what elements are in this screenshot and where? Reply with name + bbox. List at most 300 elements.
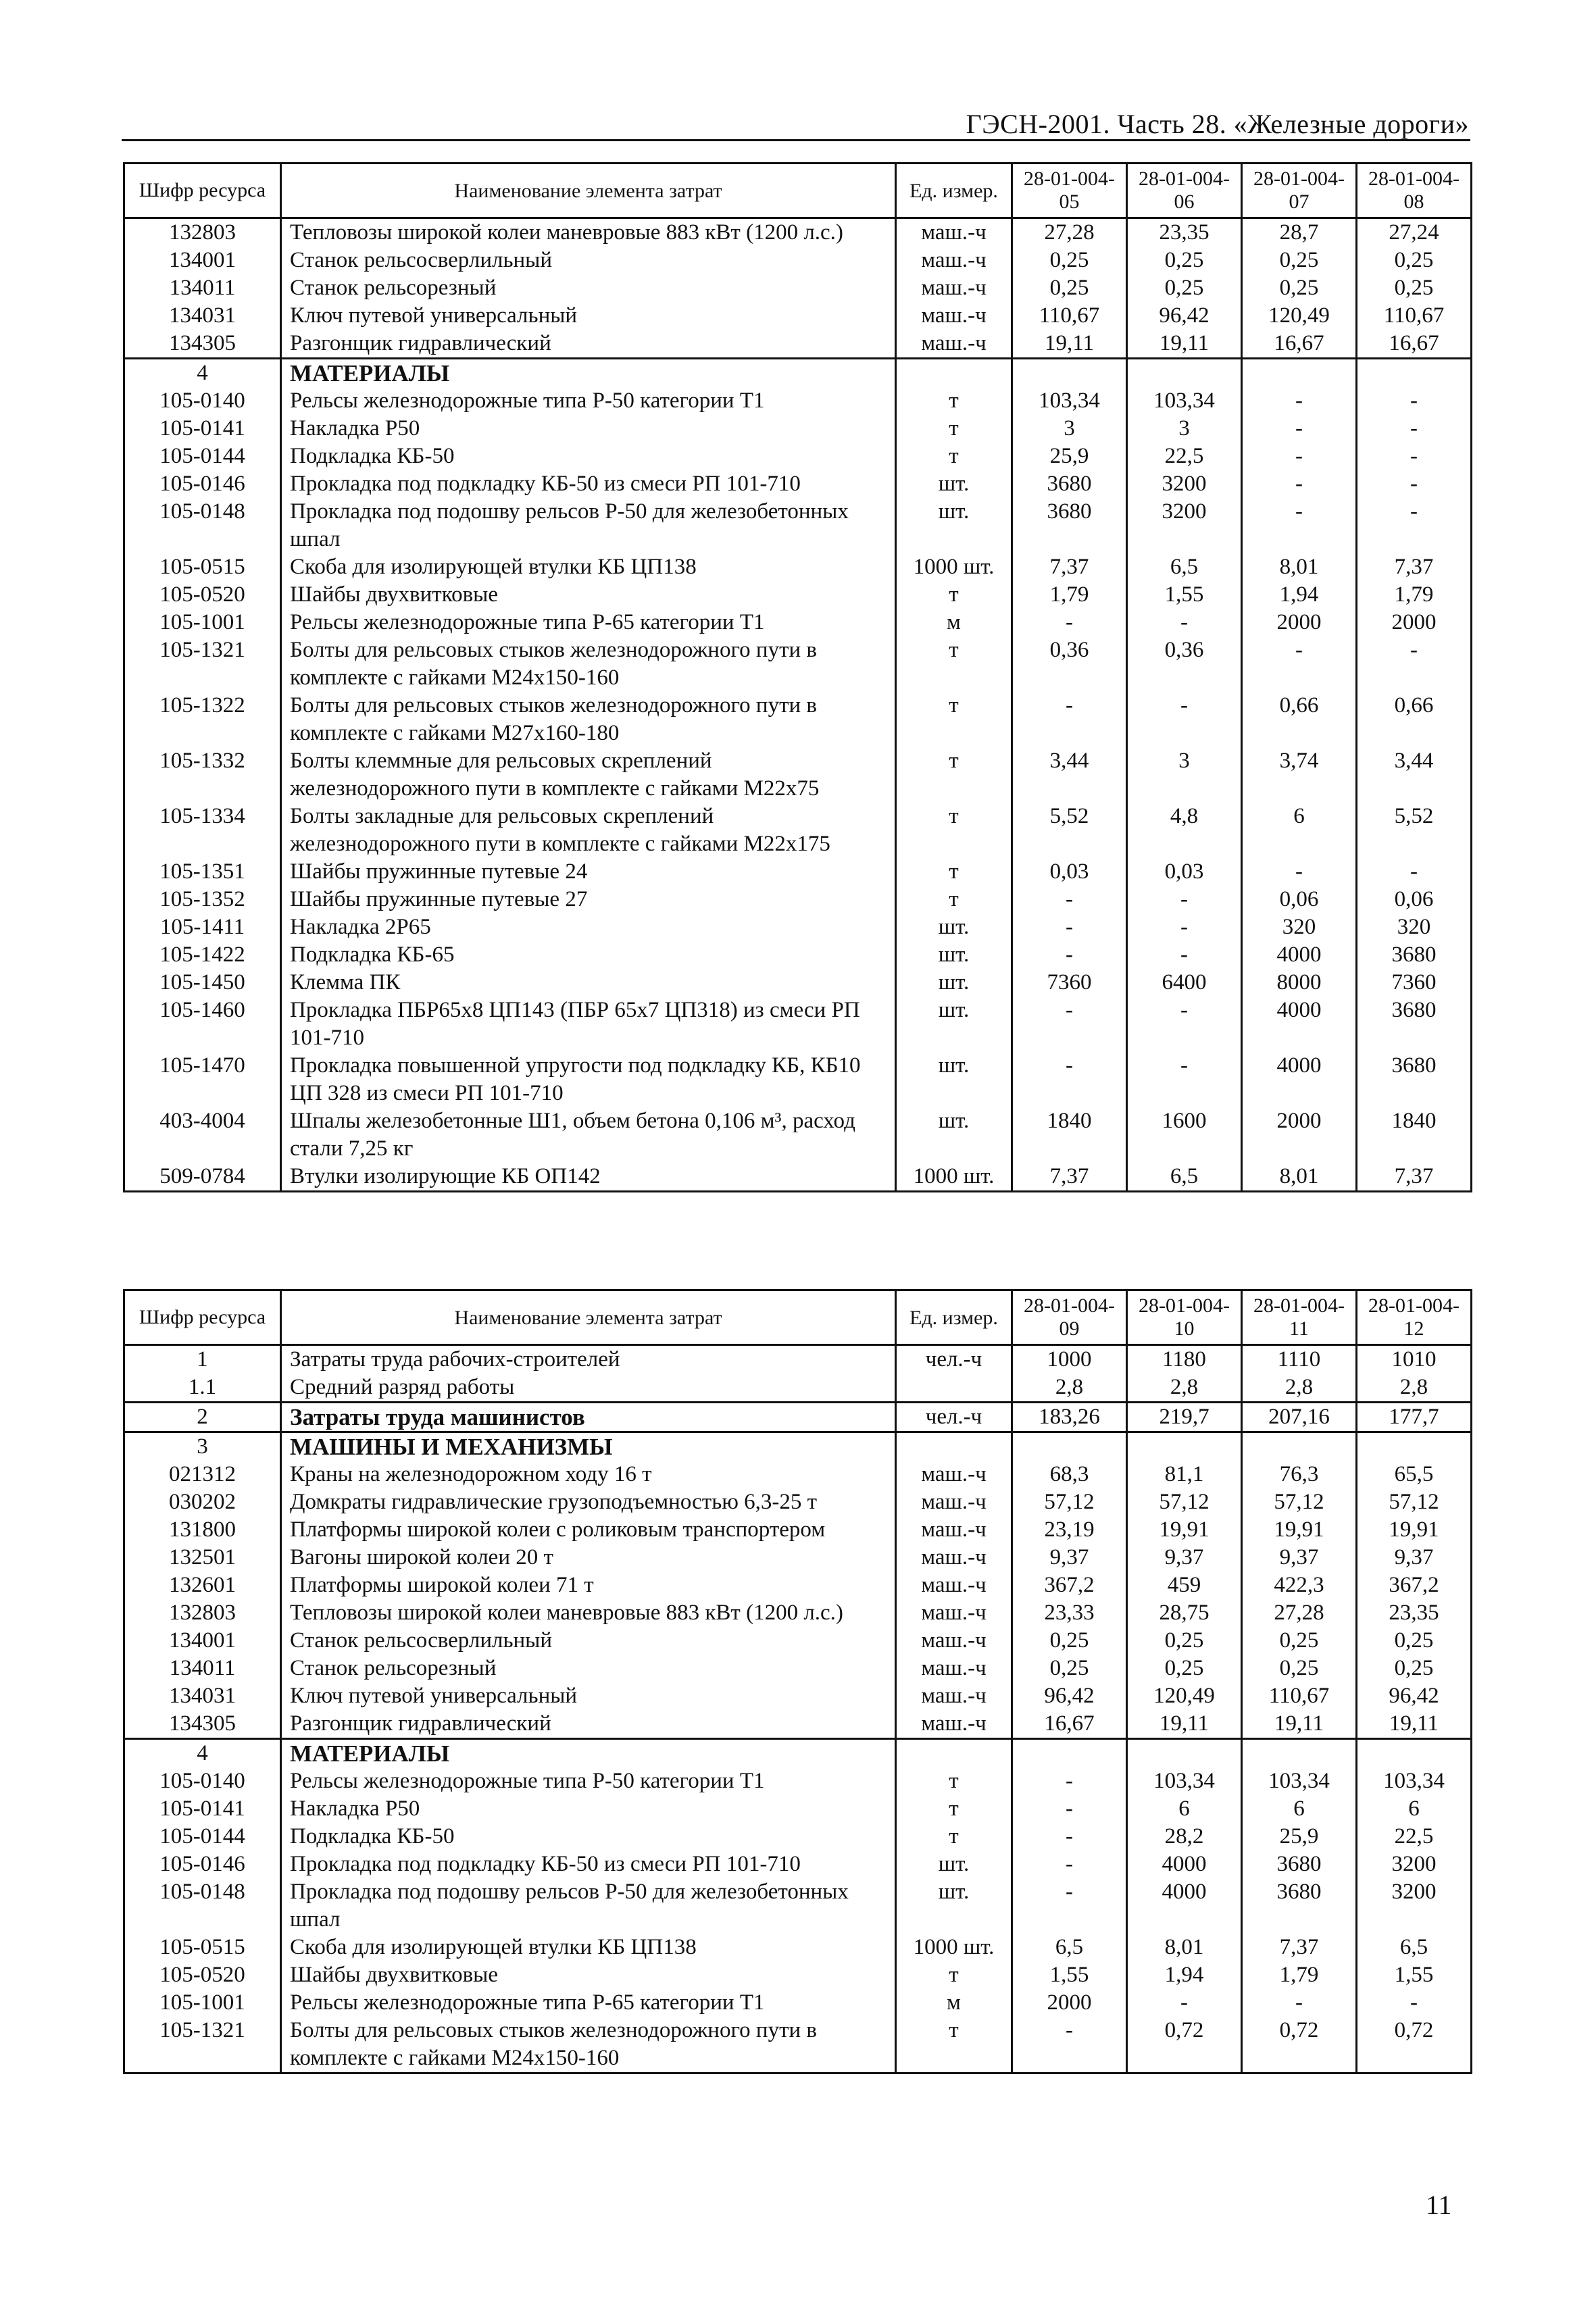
norm-value: 25,9 [1242,1823,1357,1851]
norm-value [1242,1739,1357,1768]
resource-code: 105-0144 [124,1823,281,1851]
norm-value: 19,11 [1127,330,1242,359]
resource-code: 132501 [124,1544,281,1571]
header-norm-code: 28-01-004-12 [1357,1290,1472,1345]
resource-code: 105-0520 [124,581,281,609]
norm-value: 8,01 [1242,1163,1357,1192]
table-row [124,1710,1472,1739]
norm-value: 3,44 [1357,747,1472,803]
norm-value: 19,11 [1357,1710,1472,1739]
unit: маш.-ч [896,330,1012,359]
table-row [124,498,1472,553]
norm-value: - [1012,1851,1127,1878]
norm-value: 9,37 [1242,1544,1357,1571]
unit: т [896,803,1012,858]
norm-value: 19,11 [1127,1710,1242,1739]
norm-value: 183,26 [1012,1403,1127,1432]
norm-value: 4000 [1127,1878,1242,1934]
norm-value: 6,5 [1357,1934,1472,1961]
norm-value: 28,2 [1127,1823,1242,1851]
cost-element-name: Накладка Р50 [281,1795,896,1823]
norm-value: 6,5 [1012,1934,1127,1961]
table-row [124,1571,1472,1599]
norm-value: 1840 [1357,1107,1472,1163]
norm-value: 4000 [1127,1851,1242,1878]
table-row [124,1544,1472,1571]
unit: 1000 шт. [896,1934,1012,1961]
norm-value: 8000 [1242,969,1357,997]
resource-code: 134011 [124,274,281,302]
norm-value: - [1242,387,1357,415]
table-row [124,941,1472,969]
norm-value: 1,55 [1012,1961,1127,1989]
norm-value: 3680 [1242,1851,1357,1878]
norm-value: 5,52 [1357,803,1472,858]
cost-element-name: Рельсы железнодорожные типа Р-50 категории Т1 [281,387,896,415]
norm-value: 22,5 [1357,1823,1472,1851]
norm-value: 2000 [1357,609,1472,636]
cost-element-name: Рельсы железнодорожные типа Р-65 категории Т1 [281,609,896,636]
norm-value: 0,72 [1127,2017,1242,2073]
unit: маш.-ч [896,1655,1012,1682]
unit: шт. [896,969,1012,997]
cost-element-name: Платформы широкой колеи 71 т [281,1571,896,1599]
norm-value: 7,37 [1357,1163,1472,1192]
norm-value: - [1357,443,1472,470]
norm-value: 57,12 [1242,1488,1357,1516]
resource-code: 105-0146 [124,470,281,498]
norm-value: 1010 [1357,1345,1472,1374]
cost-element-name: Шайбы пружинные путевые 27 [281,886,896,913]
norm-value: 23,19 [1012,1516,1127,1544]
norm-value: 81,1 [1127,1461,1242,1488]
norm-value: 110,67 [1357,302,1472,330]
cost-element-name: Прокладка под подошву рельсов Р-50 для железобетонных шпал [281,1878,896,1934]
table-row [124,1961,1472,1989]
table-row [124,1052,1472,1107]
cost-element-name: Рельсы железнодорожные типа Р-65 категории Т1 [281,1989,896,2017]
unit: 1000 шт. [896,1163,1012,1192]
norm-value: 22,5 [1127,443,1242,470]
norm-value: 65,5 [1357,1461,1472,1488]
cost-element-name: Болты для рельсовых стыков железнодорожного пути в комплекте с гайками М24х150-160 [281,636,896,692]
unit: шт. [896,498,1012,553]
cost-element-name: Шайбы двухвитковые [281,581,896,609]
norm-value: 19,11 [1242,1710,1357,1739]
norm-value: 0,25 [1012,1627,1127,1655]
resource-code: 030202 [124,1488,281,1516]
unit: шт. [896,941,1012,969]
table-row [124,415,1472,443]
norm-value: - [1357,498,1472,553]
norm-value: 2,8 [1357,1374,1472,1403]
norm-value: 1600 [1127,1107,1242,1163]
resource-code: 4 [124,1739,281,1768]
norm-value: 459 [1127,1571,1242,1599]
norm-value: 5,52 [1012,803,1127,858]
unit: т [896,2017,1012,2073]
norm-value [1242,1432,1357,1461]
table-row [124,1163,1472,1192]
norm-value: 120,49 [1127,1682,1242,1710]
cost-element-name: Прокладка под подкладку КБ-50 из смеси РП 101-710 [281,470,896,498]
norm-value: - [1012,609,1127,636]
table-row [124,1878,1472,1934]
norm-value: 207,16 [1242,1403,1357,1432]
resource-table-1 [123,162,1472,1192]
table-row [124,997,1472,1052]
cost-element-name: Затраты труда рабочих-строителей [281,1345,896,1374]
norm-value: 0,36 [1012,636,1127,692]
norm-value [1127,1739,1242,1768]
norm-value: 3680 [1357,997,1472,1052]
norm-value: - [1012,2017,1127,2073]
unit: маш.-ч [896,1516,1012,1544]
norm-value: - [1012,886,1127,913]
norm-value: 0,66 [1357,692,1472,747]
cost-element-name: Шайбы двухвитковые [281,1961,896,1989]
norm-value: 422,3 [1242,1571,1357,1599]
norm-value: 2,8 [1012,1374,1127,1403]
norm-value: 7,37 [1357,553,1472,581]
norm-value: 57,12 [1127,1488,1242,1516]
resource-code: 134305 [124,1710,281,1739]
cost-element-name: Тепловозы широкой колеи маневровые 883 кВт (1200 л.с.) [281,218,896,247]
norm-value: 0,06 [1357,886,1472,913]
cost-element-name: Станок рельсорезный [281,1655,896,1682]
table-row [124,886,1472,913]
resource-code: 105-1322 [124,692,281,747]
table-header-row [124,1290,1472,1345]
norm-value: - [1012,1052,1127,1107]
norm-value: - [1242,498,1357,553]
resource-code: 105-0515 [124,1934,281,1961]
norm-value: 6 [1127,1795,1242,1823]
cost-element-name: Затраты труда машинистов [281,1403,896,1432]
norm-value: 0,25 [1242,1655,1357,1682]
norm-value: - [1357,858,1472,886]
resource-code: 134001 [124,247,281,274]
cost-element-name: Вагоны широкой колеи 20 т [281,1544,896,1571]
cost-element-name: Разгонщик гидравлический [281,1710,896,1739]
table-row [124,969,1472,997]
cost-element-name: Прокладка под подошву рельсов Р-50 для железобетонных шпал [281,498,896,553]
cost-element-name: Станок рельсосверлильный [281,247,896,274]
norm-value: 23,33 [1012,1599,1127,1627]
resource-code: 105-1001 [124,1989,281,2017]
norm-value: 0,72 [1357,2017,1472,2073]
norm-value: 19,11 [1012,330,1127,359]
unit: шт. [896,470,1012,498]
unit: т [896,858,1012,886]
norm-value: 4,8 [1127,803,1242,858]
unit: м [896,609,1012,636]
norm-value: - [1012,1795,1127,1823]
norm-value: - [1357,636,1472,692]
norm-value: 1,55 [1127,581,1242,609]
unit: чел.-ч [896,1345,1012,1374]
norm-value: 177,7 [1357,1403,1472,1432]
norm-value: 120,49 [1242,302,1357,330]
table-row [124,1461,1472,1488]
norm-value: 0,25 [1357,1655,1472,1682]
norm-value: 19,91 [1357,1516,1472,1544]
norm-value [1357,359,1472,388]
norm-value: 0,25 [1012,1655,1127,1682]
norm-value: - [1357,1989,1472,2017]
norm-value: 3 [1127,747,1242,803]
table-body [124,218,1472,1192]
resource-code: 134031 [124,302,281,330]
unit: т [896,636,1012,692]
unit: т [896,886,1012,913]
norm-value: 6400 [1127,969,1242,997]
unit: маш.-ч [896,274,1012,302]
norm-value: 0,25 [1357,274,1472,302]
unit [896,359,1012,388]
norm-value: 1180 [1127,1345,1242,1374]
resource-code: 132803 [124,218,281,247]
norm-value: 3 [1012,415,1127,443]
unit: маш.-ч [896,1488,1012,1516]
resource-code: 134011 [124,1655,281,1682]
header-norm-code: 28-01-004-08 [1357,164,1472,218]
header-norm-code: 28-01-004-07 [1242,164,1357,218]
norm-value: 3,44 [1012,747,1127,803]
resource-code: 105-1460 [124,997,281,1052]
header-norm-code: 28-01-004-10 [1127,1290,1242,1345]
unit: т [896,581,1012,609]
norm-value: 1,79 [1012,581,1127,609]
norm-value: 57,12 [1012,1488,1127,1516]
norm-value: 0,25 [1127,1655,1242,1682]
page-number: 11 [1426,2190,1452,2220]
unit: т [896,387,1012,415]
cost-element-name: Болты для рельсовых стыков железнодорожного пути в комплекте с гайками М27х160-180 [281,692,896,747]
table-row [124,1655,1472,1682]
norm-value: 0,25 [1012,274,1127,302]
norm-value: - [1127,997,1242,1052]
section-row [124,1739,1472,1768]
header-resource-code: Шифр ресурса [124,1290,281,1345]
resource-code: 134001 [124,1627,281,1655]
table-row [124,858,1472,886]
table-row [124,1682,1472,1710]
norm-value: 3680 [1357,941,1472,969]
norm-value: - [1242,415,1357,443]
table-row [124,274,1472,302]
norm-value: 7360 [1357,969,1472,997]
cost-element-name: Прокладка под подкладку КБ-50 из смеси РП 101-710 [281,1851,896,1878]
norm-value: 1110 [1242,1345,1357,1374]
norm-value: 7360 [1012,969,1127,997]
norm-value: 96,42 [1012,1682,1127,1710]
resource-code: 4 [124,359,281,388]
norm-value: 1840 [1012,1107,1127,1163]
unit: маш.-ч [896,247,1012,274]
norm-value: 320 [1242,913,1357,941]
header-norm-code: 28-01-004-06 [1127,164,1242,218]
norm-value: 1000 [1012,1345,1127,1374]
table-row [124,247,1472,274]
unit: т [896,1823,1012,1851]
table-row [124,302,1472,330]
resource-code: 105-1450 [124,969,281,997]
unit: маш.-ч [896,1571,1012,1599]
norm-value: 0,25 [1127,1627,1242,1655]
unit: 1000 шт. [896,553,1012,581]
cost-element-name: Накладка 2Р65 [281,913,896,941]
norm-value: 7,37 [1012,1163,1127,1192]
norm-value: 96,42 [1357,1682,1472,1710]
norm-value: 2,8 [1127,1374,1242,1403]
norm-value: - [1242,1989,1357,2017]
unit: т [896,1961,1012,1989]
norm-value: 0,25 [1127,274,1242,302]
norm-value: 28,7 [1242,218,1357,247]
resource-code: 105-0520 [124,1961,281,1989]
norm-value: 367,2 [1357,1571,1472,1599]
norm-value: 1,79 [1357,581,1472,609]
norm-value: 57,12 [1357,1488,1472,1516]
resource-code: 1.1 [124,1374,281,1403]
table-row [124,1851,1472,1878]
norm-value [1127,359,1242,388]
norm-value: 0,25 [1127,247,1242,274]
table-row [124,609,1472,636]
norm-value: 2000 [1242,1107,1357,1163]
cost-element-name: Ключ путевой универсальный [281,1682,896,1710]
norm-value: - [1012,997,1127,1052]
norm-value: 27,24 [1357,218,1472,247]
norm-value: 320 [1357,913,1472,941]
norm-value: 23,35 [1357,1599,1472,1627]
cost-element-name: Домкраты гидравлические грузоподъемностью 6,3-25 т [281,1488,896,1516]
section-row [124,359,1472,388]
norm-value: 9,37 [1357,1544,1472,1571]
resource-code: 134305 [124,330,281,359]
cost-element-name: Шпалы железобетонные Ш1, объем бетона 0,106 м³, расход стали 7,25 кг [281,1107,896,1163]
resource-code: 105-0140 [124,1767,281,1795]
norm-value: 6 [1242,803,1357,858]
norm-value: - [1012,1823,1127,1851]
resource-code: 105-1321 [124,636,281,692]
norm-value [1012,1432,1127,1461]
table-row [124,636,1472,692]
table-header-row [124,164,1472,218]
norm-value [1012,359,1127,388]
resource-code: 403-4004 [124,1107,281,1163]
resource-code: 132803 [124,1599,281,1627]
norm-value: - [1242,858,1357,886]
header-unit: Ед. измер. [896,1290,1012,1345]
header-cost-element-name: Наименование элемента затрат [281,1290,896,1345]
table-row [124,803,1472,858]
norm-value: 0,06 [1242,886,1357,913]
cost-element-name: Подкладка КБ-50 [281,443,896,470]
unit: т [896,692,1012,747]
unit: шт. [896,1052,1012,1107]
norm-value: 3200 [1127,470,1242,498]
norm-value: 0,66 [1242,692,1357,747]
norm-value: 0,36 [1127,636,1242,692]
resource-code: 105-0140 [124,387,281,415]
table-row [124,443,1472,470]
unit: маш.-ч [896,1682,1012,1710]
norm-value: 103,34 [1012,387,1127,415]
resource-code: 105-0148 [124,498,281,553]
cost-element-name: Средний разряд работы [281,1374,896,1403]
table-row [124,1107,1472,1163]
resource-code: 105-0146 [124,1851,281,1878]
unit: шт. [896,997,1012,1052]
norm-value: 0,25 [1242,274,1357,302]
table-row [124,913,1472,941]
norm-value: 3200 [1357,1878,1472,1934]
table-row [124,470,1472,498]
norm-value: 3,74 [1242,747,1357,803]
norm-value: 19,91 [1127,1516,1242,1544]
norm-value: 1,79 [1242,1961,1357,1989]
cost-element-name: Клемма ПК [281,969,896,997]
cost-element-name: МАТЕРИАЛЫ [281,1739,896,1768]
norm-value: 76,3 [1242,1461,1357,1488]
table-row [124,747,1472,803]
norm-value: 25,9 [1012,443,1127,470]
header-resource-code: Шифр ресурса [124,164,281,218]
norm-value: 4000 [1242,1052,1357,1107]
resource-code: 021312 [124,1461,281,1488]
table-row [124,1823,1472,1851]
norm-value [1357,1739,1472,1768]
table-row [124,1345,1472,1374]
header-rule [122,139,1470,141]
norm-value: 19,91 [1242,1516,1357,1544]
cost-element-name: Скоба для изолирующей втулки КБ ЦП138 [281,553,896,581]
norm-value: 16,67 [1357,330,1472,359]
norm-value: - [1012,941,1127,969]
norm-value [1242,359,1357,388]
norm-value: 3200 [1357,1851,1472,1878]
norm-value: 16,67 [1012,1710,1127,1739]
unit: маш.-ч [896,1627,1012,1655]
unit: т [896,443,1012,470]
cost-element-name: Болты для рельсовых стыков железнодорожного пути в комплекте с гайками М24х150-160 [281,2017,896,2073]
unit [896,1374,1012,1403]
table-row [124,1516,1472,1544]
norm-value: - [1012,913,1127,941]
table-row [124,1627,1472,1655]
norm-value: - [1012,692,1127,747]
norm-value: - [1127,913,1242,941]
resource-code: 1 [124,1345,281,1374]
header-norm-code: 28-01-004-09 [1012,1290,1127,1345]
unit: чел.-ч [896,1403,1012,1432]
norm-value: 0,25 [1242,1627,1357,1655]
norm-value: 219,7 [1127,1403,1242,1432]
norm-value: 2000 [1012,1989,1127,2017]
cost-element-name: Станок рельсосверлильный [281,1627,896,1655]
unit: т [896,1795,1012,1823]
cost-element-name: Прокладка повышенной упругости под подкладку КБ, КБ10 ЦП 328 из смеси РП 101-710 [281,1052,896,1107]
unit: т [896,747,1012,803]
resource-table-2 [123,1289,1472,2074]
norm-value: 0,25 [1357,1627,1472,1655]
table-row [124,1989,1472,2017]
resource-code: 105-0144 [124,443,281,470]
norm-value: 0,72 [1242,2017,1357,2073]
cost-element-name: Ключ путевой универсальный [281,302,896,330]
